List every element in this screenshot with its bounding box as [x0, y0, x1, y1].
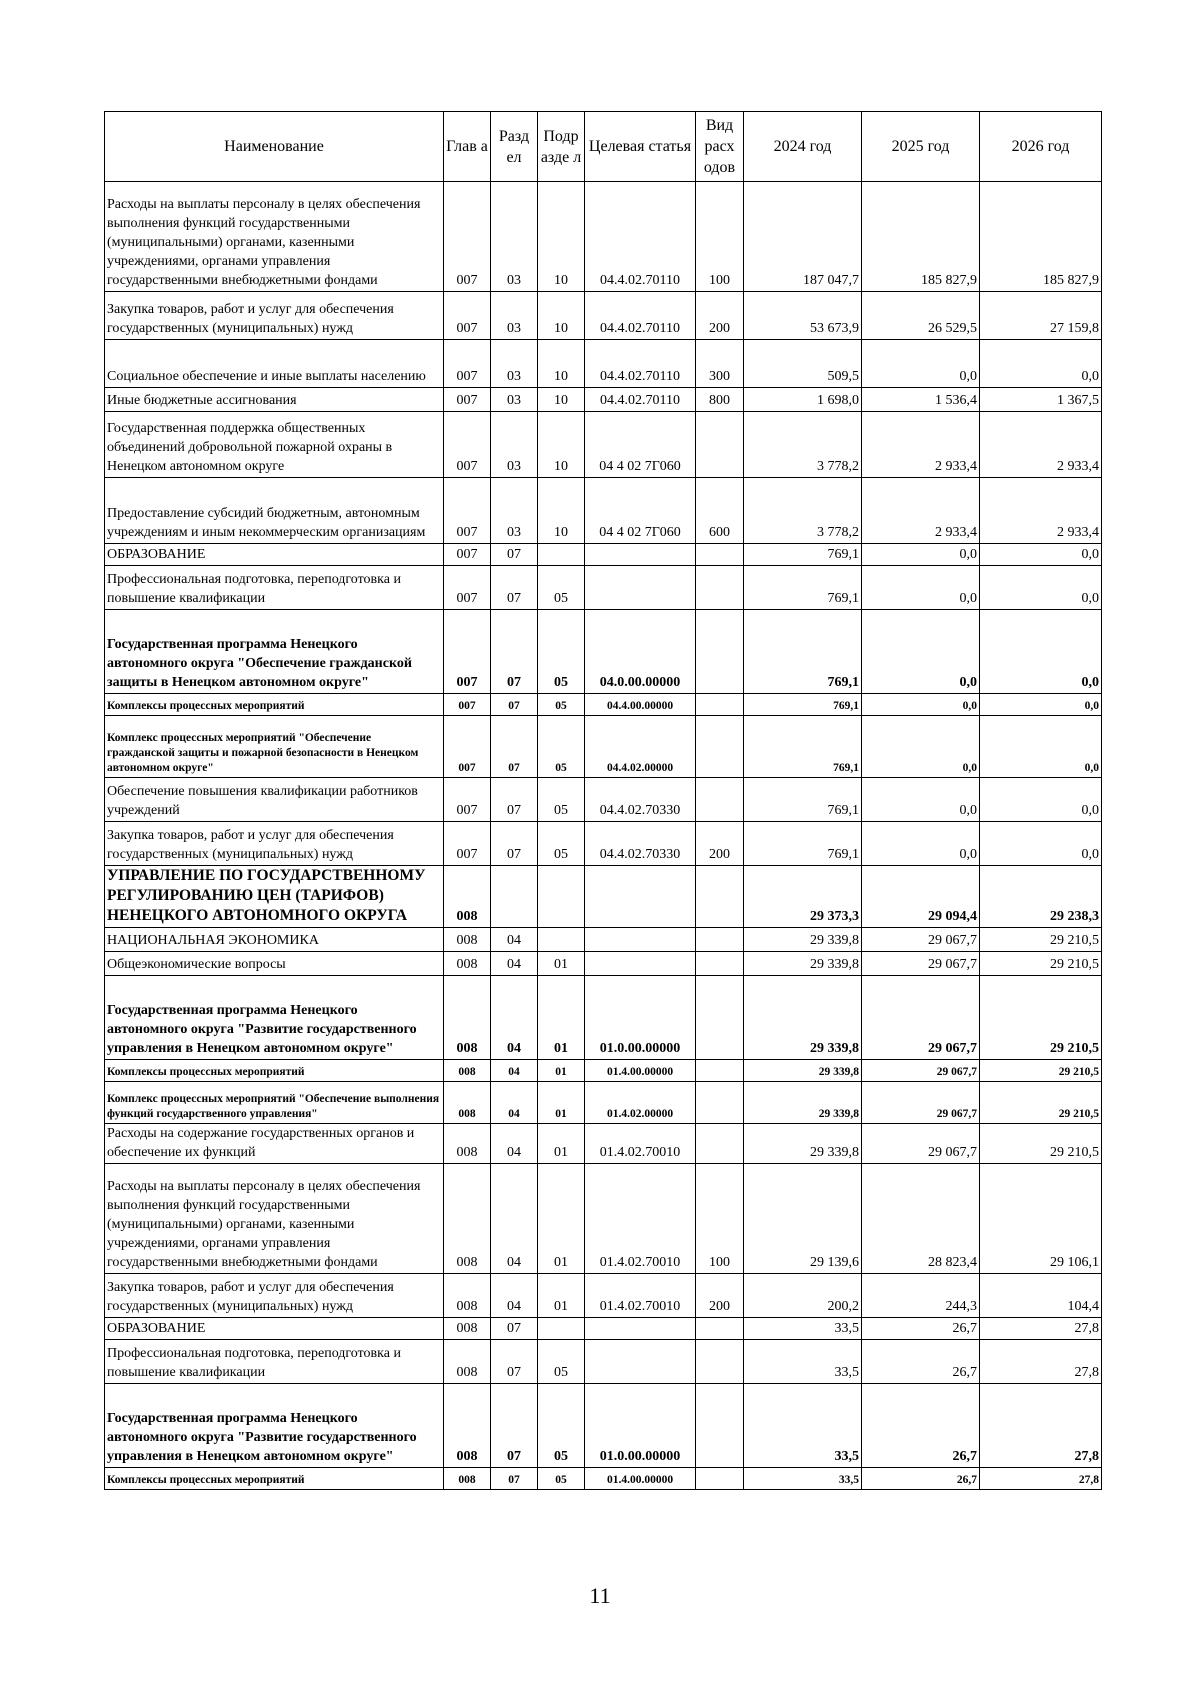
- cell-y2025: 29 067,7: [862, 928, 980, 952]
- cell-name: НАЦИОНАЛЬНАЯ ЭКОНОМИКА: [105, 928, 444, 952]
- table-row: [105, 1384, 1102, 1468]
- cell-target: [585, 928, 696, 952]
- cell-podrazdel: 05: [538, 778, 585, 822]
- cell-podrazdel: 01: [538, 1060, 585, 1082]
- cell-vid: [696, 610, 744, 694]
- cell-target: 04.4.02.70110: [585, 292, 696, 340]
- cell-target: 01.0.00.00000: [585, 1384, 696, 1468]
- cell-name: Предоставление субсидий бюджетным, автономным учреждениям и иным некоммерческим организациям: [105, 478, 444, 544]
- budget-table: [104, 111, 1102, 1490]
- cell-vid: [696, 566, 744, 610]
- cell-y2024: 29 373,3: [744, 866, 862, 928]
- cell-y2024: 33,5: [744, 1468, 862, 1490]
- cell-target: [585, 1318, 696, 1340]
- cell-y2026: 0,0: [980, 544, 1102, 566]
- table-row: [105, 1274, 1102, 1318]
- cell-podrazdel: [538, 1318, 585, 1340]
- cell-vid: [696, 866, 744, 928]
- cell-name: Закупка товаров, работ и услуг для обеспечения государственных (муниципальных) нужд: [105, 822, 444, 866]
- cell-y2025: 29 067,7: [862, 952, 980, 976]
- cell-y2026: 29 106,1: [980, 1164, 1102, 1274]
- cell-name: Расходы на выплаты персоналу в целях обеспечения выполнения функций государственными (муниципальными) органами, казенными учреждениями, органами управления государственными внебюджетными фондами: [105, 182, 444, 292]
- cell-vid: [696, 952, 744, 976]
- cell-name: Обеспечение повышения квалификации работников учреждений: [105, 778, 444, 822]
- cell-glava: 008: [444, 1082, 491, 1124]
- cell-glava: 007: [444, 716, 491, 778]
- cell-y2024: 3 778,2: [744, 412, 862, 478]
- cell-y2024: 769,1: [744, 778, 862, 822]
- cell-vid: [696, 1318, 744, 1340]
- table-row: [105, 1124, 1102, 1164]
- cell-y2024: 1 698,0: [744, 388, 862, 412]
- cell-y2026: 0,0: [980, 778, 1102, 822]
- cell-target: [585, 952, 696, 976]
- cell-glava: 008: [444, 1164, 491, 1274]
- cell-vid: [696, 778, 744, 822]
- cell-razdel: 04: [491, 1274, 538, 1318]
- cell-glava: 008: [444, 866, 491, 928]
- cell-glava: 008: [444, 928, 491, 952]
- cell-y2026: 27,8: [980, 1384, 1102, 1468]
- cell-razdel: 04: [491, 1164, 538, 1274]
- cell-glava: 008: [444, 1060, 491, 1082]
- cell-name: ОБРАЗОВАНИЕ: [105, 1318, 444, 1340]
- cell-podrazdel: 05: [538, 822, 585, 866]
- cell-y2024: 187 047,7: [744, 182, 862, 292]
- cell-podrazdel: 10: [538, 340, 585, 388]
- table-row: [105, 292, 1102, 340]
- header-vid: Вид расх одов: [696, 112, 744, 182]
- cell-target: 01.4.02.70010: [585, 1164, 696, 1274]
- table-row: [105, 694, 1102, 716]
- cell-target: [585, 544, 696, 566]
- cell-name: Расходы на содержание государственных органов и обеспечение их функций: [105, 1124, 444, 1164]
- cell-razdel: 07: [491, 1318, 538, 1340]
- cell-name: Комплекс процессных мероприятий "Обеспечение выполнения функций государственного управления": [105, 1082, 444, 1124]
- cell-name: Закупка товаров, работ и услуг для обеспечения государственных (муниципальных) нужд: [105, 1274, 444, 1318]
- cell-podrazdel: 05: [538, 694, 585, 716]
- table-row: [105, 1318, 1102, 1340]
- cell-y2025: 29 094,4: [862, 866, 980, 928]
- cell-y2026: 29 210,5: [980, 1082, 1102, 1124]
- cell-y2024: 769,1: [744, 544, 862, 566]
- cell-razdel: 03: [491, 292, 538, 340]
- cell-name: Государственная программа Ненецкого автономного округа "Развитие государственного управления в Ненецком автономном округе": [105, 976, 444, 1060]
- cell-y2024: 29 339,8: [744, 952, 862, 976]
- cell-vid: 200: [696, 292, 744, 340]
- table-row: [105, 566, 1102, 610]
- cell-razdel: 07: [491, 716, 538, 778]
- cell-glava: 008: [444, 1468, 491, 1490]
- cell-y2025: 0,0: [862, 778, 980, 822]
- cell-podrazdel: 01: [538, 1124, 585, 1164]
- cell-y2025: 0,0: [862, 694, 980, 716]
- cell-y2024: 769,1: [744, 716, 862, 778]
- cell-razdel: 07: [491, 566, 538, 610]
- table-row: [105, 976, 1102, 1060]
- cell-vid: 100: [696, 182, 744, 292]
- cell-razdel: 03: [491, 340, 538, 388]
- cell-razdel: 04: [491, 976, 538, 1060]
- cell-y2024: 29 139,6: [744, 1164, 862, 1274]
- table-row: [105, 388, 1102, 412]
- cell-glava: 007: [444, 388, 491, 412]
- cell-y2026: 0,0: [980, 566, 1102, 610]
- cell-y2024: 3 778,2: [744, 478, 862, 544]
- table-row: [105, 928, 1102, 952]
- cell-vid: 800: [696, 388, 744, 412]
- header-name: Наименование: [105, 112, 444, 182]
- cell-name: Расходы на выплаты персоналу в целях обеспечения выполнения функций государственными (муниципальными) органами, казенными учреждениями, органами управления государственными внебюджетными фондами: [105, 1164, 444, 1274]
- cell-razdel: [491, 866, 538, 928]
- cell-y2024: 29 339,8: [744, 976, 862, 1060]
- cell-target: 04.0.00.00000: [585, 610, 696, 694]
- cell-podrazdel: [538, 928, 585, 952]
- cell-podrazdel: 01: [538, 1274, 585, 1318]
- cell-vid: 600: [696, 478, 744, 544]
- cell-podrazdel: 05: [538, 610, 585, 694]
- cell-y2026: 27 159,8: [980, 292, 1102, 340]
- cell-vid: [696, 1124, 744, 1164]
- cell-target: 01.4.00.00000: [585, 1468, 696, 1490]
- cell-vid: 200: [696, 822, 744, 866]
- cell-target: 01.4.00.00000: [585, 1060, 696, 1082]
- cell-glava: 008: [444, 1318, 491, 1340]
- table-row: [105, 1060, 1102, 1082]
- cell-y2026: 29 210,5: [980, 952, 1102, 976]
- cell-glava: 007: [444, 610, 491, 694]
- cell-name: Профессиональная подготовка, переподготовка и повышение квалификации: [105, 566, 444, 610]
- cell-glava: 007: [444, 694, 491, 716]
- table-row: [105, 544, 1102, 566]
- cell-glava: 008: [444, 976, 491, 1060]
- table-row: [105, 610, 1102, 694]
- cell-y2024: 33,5: [744, 1384, 862, 1468]
- cell-name: Государственная программа Ненецкого автономного округа "Обеспечение гражданской защиты в Ненецком автономном округе": [105, 610, 444, 694]
- cell-razdel: 07: [491, 1468, 538, 1490]
- table-row: [105, 1082, 1102, 1124]
- cell-target: 04.4.02.70330: [585, 778, 696, 822]
- cell-y2026: 0,0: [980, 610, 1102, 694]
- cell-glava: 008: [444, 1384, 491, 1468]
- cell-razdel: 04: [491, 1082, 538, 1124]
- cell-y2026: 185 827,9: [980, 182, 1102, 292]
- cell-y2024: 200,2: [744, 1274, 862, 1318]
- cell-vid: 100: [696, 1164, 744, 1274]
- cell-razdel: 07: [491, 544, 538, 566]
- cell-glava: 007: [444, 340, 491, 388]
- cell-y2026: 29 210,5: [980, 1060, 1102, 1082]
- cell-y2025: 0,0: [862, 610, 980, 694]
- cell-target: 01.4.02.70010: [585, 1124, 696, 1164]
- cell-y2026: 27,8: [980, 1318, 1102, 1340]
- cell-target: [585, 1340, 696, 1384]
- cell-y2025: 2 933,4: [862, 478, 980, 544]
- table-row: [105, 1164, 1102, 1274]
- cell-podrazdel: 05: [538, 1468, 585, 1490]
- cell-name: Комплексы процессных мероприятий: [105, 694, 444, 716]
- table-row: [105, 182, 1102, 292]
- cell-y2025: 26,7: [862, 1318, 980, 1340]
- cell-razdel: 07: [491, 610, 538, 694]
- cell-y2025: 0,0: [862, 822, 980, 866]
- cell-glava: 007: [444, 182, 491, 292]
- cell-target: 04.4.02.00000: [585, 716, 696, 778]
- cell-vid: [696, 716, 744, 778]
- table-row: [105, 716, 1102, 778]
- cell-glava: 007: [444, 478, 491, 544]
- cell-target: 04 4 02 7Г060: [585, 412, 696, 478]
- cell-razdel: 07: [491, 778, 538, 822]
- cell-name: Комплексы процессных мероприятий: [105, 1468, 444, 1490]
- cell-podrazdel: 05: [538, 1340, 585, 1384]
- cell-y2026: 27,8: [980, 1468, 1102, 1490]
- cell-vid: [696, 928, 744, 952]
- cell-podrazdel: 05: [538, 716, 585, 778]
- cell-y2026: 104,4: [980, 1274, 1102, 1318]
- cell-razdel: 04: [491, 1060, 538, 1082]
- cell-y2024: 33,5: [744, 1318, 862, 1340]
- cell-y2025: 0,0: [862, 566, 980, 610]
- cell-name: Закупка товаров, работ и услуг для обеспечения государственных (муниципальных) нужд: [105, 292, 444, 340]
- cell-y2024: 33,5: [744, 1340, 862, 1384]
- cell-razdel: 07: [491, 1340, 538, 1384]
- cell-razdel: 03: [491, 412, 538, 478]
- cell-razdel: 03: [491, 478, 538, 544]
- cell-podrazdel: 10: [538, 478, 585, 544]
- cell-y2024: 769,1: [744, 694, 862, 716]
- cell-target: [585, 566, 696, 610]
- page-number: 11: [589, 1583, 611, 1608]
- cell-y2025: 2 933,4: [862, 412, 980, 478]
- cell-razdel: 07: [491, 1384, 538, 1468]
- cell-vid: [696, 1468, 744, 1490]
- cell-y2024: 769,1: [744, 610, 862, 694]
- cell-y2024: 509,5: [744, 340, 862, 388]
- table-row: [105, 478, 1102, 544]
- cell-vid: [696, 694, 744, 716]
- cell-y2024: 29 339,8: [744, 928, 862, 952]
- cell-podrazdel: 10: [538, 412, 585, 478]
- cell-target: 04.4.02.70110: [585, 182, 696, 292]
- header-target: Целевая статья: [585, 112, 696, 182]
- cell-y2024: 769,1: [744, 566, 862, 610]
- cell-name: ОБРАЗОВАНИЕ: [105, 544, 444, 566]
- cell-y2026: 29 238,3: [980, 866, 1102, 928]
- cell-glava: 007: [444, 292, 491, 340]
- cell-y2026: 2 933,4: [980, 478, 1102, 544]
- cell-glava: 007: [444, 412, 491, 478]
- cell-y2026: 29 210,5: [980, 1124, 1102, 1164]
- cell-y2026: 2 933,4: [980, 412, 1102, 478]
- cell-name: Социальное обеспечение и иные выплаты населению: [105, 340, 444, 388]
- cell-y2025: 0,0: [862, 544, 980, 566]
- cell-razdel: 07: [491, 822, 538, 866]
- cell-y2025: 26,7: [862, 1384, 980, 1468]
- cell-y2026: 0,0: [980, 716, 1102, 778]
- cell-y2026: 27,8: [980, 1340, 1102, 1384]
- cell-y2025: 29 067,7: [862, 976, 980, 1060]
- cell-y2025: 0,0: [862, 716, 980, 778]
- cell-target: 04 4 02 7Г060: [585, 478, 696, 544]
- header-2026: 2026 год: [980, 112, 1102, 182]
- cell-glava: 007: [444, 778, 491, 822]
- cell-y2025: 26,7: [862, 1468, 980, 1490]
- cell-podrazdel: 10: [538, 388, 585, 412]
- cell-name: Комплекс процессных мероприятий "Обеспечение гражданской защиты и пожарной безопасности в Ненецком автономном округе": [105, 716, 444, 778]
- cell-y2025: 26,7: [862, 1340, 980, 1384]
- cell-name: УПРАВЛЕНИЕ ПО ГОСУДАРСТВЕННОМУ РЕГУЛИРОВАНИЮ ЦЕН (ТАРИФОВ) НЕНЕЦКОГО АВТОНОМНОГО ОКРУГА: [105, 866, 444, 928]
- cell-podrazdel: [538, 544, 585, 566]
- header-razdel: Разд ел: [491, 112, 538, 182]
- cell-name: Общеэкономические вопросы: [105, 952, 444, 976]
- cell-podrazdel: 05: [538, 1384, 585, 1468]
- cell-podrazdel: [538, 866, 585, 928]
- table-row: [105, 1340, 1102, 1384]
- cell-y2024: 29 339,8: [744, 1124, 862, 1164]
- cell-razdel: 03: [491, 388, 538, 412]
- cell-vid: [696, 1340, 744, 1384]
- cell-razdel: 04: [491, 1124, 538, 1164]
- cell-y2026: 0,0: [980, 694, 1102, 716]
- cell-target: 04.4.02.70110: [585, 340, 696, 388]
- cell-razdel: 04: [491, 952, 538, 976]
- cell-y2025: 244,3: [862, 1274, 980, 1318]
- cell-y2025: 185 827,9: [862, 182, 980, 292]
- cell-name: Профессиональная подготовка, переподготовка и повышение квалификации: [105, 1340, 444, 1384]
- cell-y2025: 1 536,4: [862, 388, 980, 412]
- cell-vid: [696, 412, 744, 478]
- cell-y2025: 29 067,7: [862, 1082, 980, 1124]
- cell-y2024: 29 339,8: [744, 1082, 862, 1124]
- cell-glava: 008: [444, 952, 491, 976]
- cell-y2025: 26 529,5: [862, 292, 980, 340]
- cell-podrazdel: 01: [538, 976, 585, 1060]
- cell-y2026: 29 210,5: [980, 928, 1102, 952]
- cell-y2025: 29 067,7: [862, 1124, 980, 1164]
- cell-podrazdel: 10: [538, 182, 585, 292]
- cell-y2025: 28 823,4: [862, 1164, 980, 1274]
- header-glava: Глав а: [444, 112, 491, 182]
- cell-y2024: 769,1: [744, 822, 862, 866]
- cell-podrazdel: 01: [538, 1082, 585, 1124]
- cell-y2024: 29 339,8: [744, 1060, 862, 1082]
- cell-podrazdel: 01: [538, 1164, 585, 1274]
- cell-y2026: 0,0: [980, 340, 1102, 388]
- cell-glava: 008: [444, 1340, 491, 1384]
- cell-target: 01.4.02.70010: [585, 1274, 696, 1318]
- header-2025: 2025 год: [862, 112, 980, 182]
- cell-target: 04.4.02.70330: [585, 822, 696, 866]
- table-row: [105, 778, 1102, 822]
- cell-glava: 008: [444, 1124, 491, 1164]
- cell-name: Государственная поддержка общественных объединений добровольной пожарной охраны в Ненецком автономном округе: [105, 412, 444, 478]
- cell-glava: 007: [444, 822, 491, 866]
- cell-target: 04.4.00.00000: [585, 694, 696, 716]
- cell-vid: [696, 1384, 744, 1468]
- cell-vid: [696, 1082, 744, 1124]
- cell-vid: [696, 544, 744, 566]
- cell-target: 01.4.02.00000: [585, 1082, 696, 1124]
- cell-podrazdel: 10: [538, 292, 585, 340]
- table-row: [105, 412, 1102, 478]
- cell-razdel: 03: [491, 182, 538, 292]
- header-2024: 2024 год: [744, 112, 862, 182]
- cell-vid: 200: [696, 1274, 744, 1318]
- cell-y2025: 29 067,7: [862, 1060, 980, 1082]
- cell-razdel: 04: [491, 928, 538, 952]
- cell-razdel: 07: [491, 694, 538, 716]
- cell-target: 01.0.00.00000: [585, 976, 696, 1060]
- cell-y2026: 1 367,5: [980, 388, 1102, 412]
- cell-target: 04.4.02.70110: [585, 388, 696, 412]
- table-row: [105, 340, 1102, 388]
- table-row: [105, 1468, 1102, 1490]
- cell-podrazdel: 01: [538, 952, 585, 976]
- cell-vid: [696, 1060, 744, 1082]
- cell-name: Государственная программа Ненецкого автономного округа "Развитие государственного управления в Ненецком автономном округе": [105, 1384, 444, 1468]
- cell-podrazdel: 05: [538, 566, 585, 610]
- cell-y2025: 0,0: [862, 340, 980, 388]
- header-podrazdel: Подр азде л: [538, 112, 585, 182]
- cell-target: [585, 866, 696, 928]
- cell-glava: 007: [444, 544, 491, 566]
- table-row: [105, 822, 1102, 866]
- table-row: [105, 952, 1102, 976]
- cell-vid: 300: [696, 340, 744, 388]
- cell-glava: 007: [444, 566, 491, 610]
- table-row: [105, 866, 1102, 928]
- cell-y2024: 53 673,9: [744, 292, 862, 340]
- cell-name: Комплексы процессных мероприятий: [105, 1060, 444, 1082]
- table-header-row: [105, 112, 1102, 182]
- cell-y2026: 0,0: [980, 822, 1102, 866]
- cell-glava: 008: [444, 1274, 491, 1318]
- cell-vid: [696, 976, 744, 1060]
- cell-name: Иные бюджетные ассигнования: [105, 388, 444, 412]
- cell-y2026: 29 210,5: [980, 976, 1102, 1060]
